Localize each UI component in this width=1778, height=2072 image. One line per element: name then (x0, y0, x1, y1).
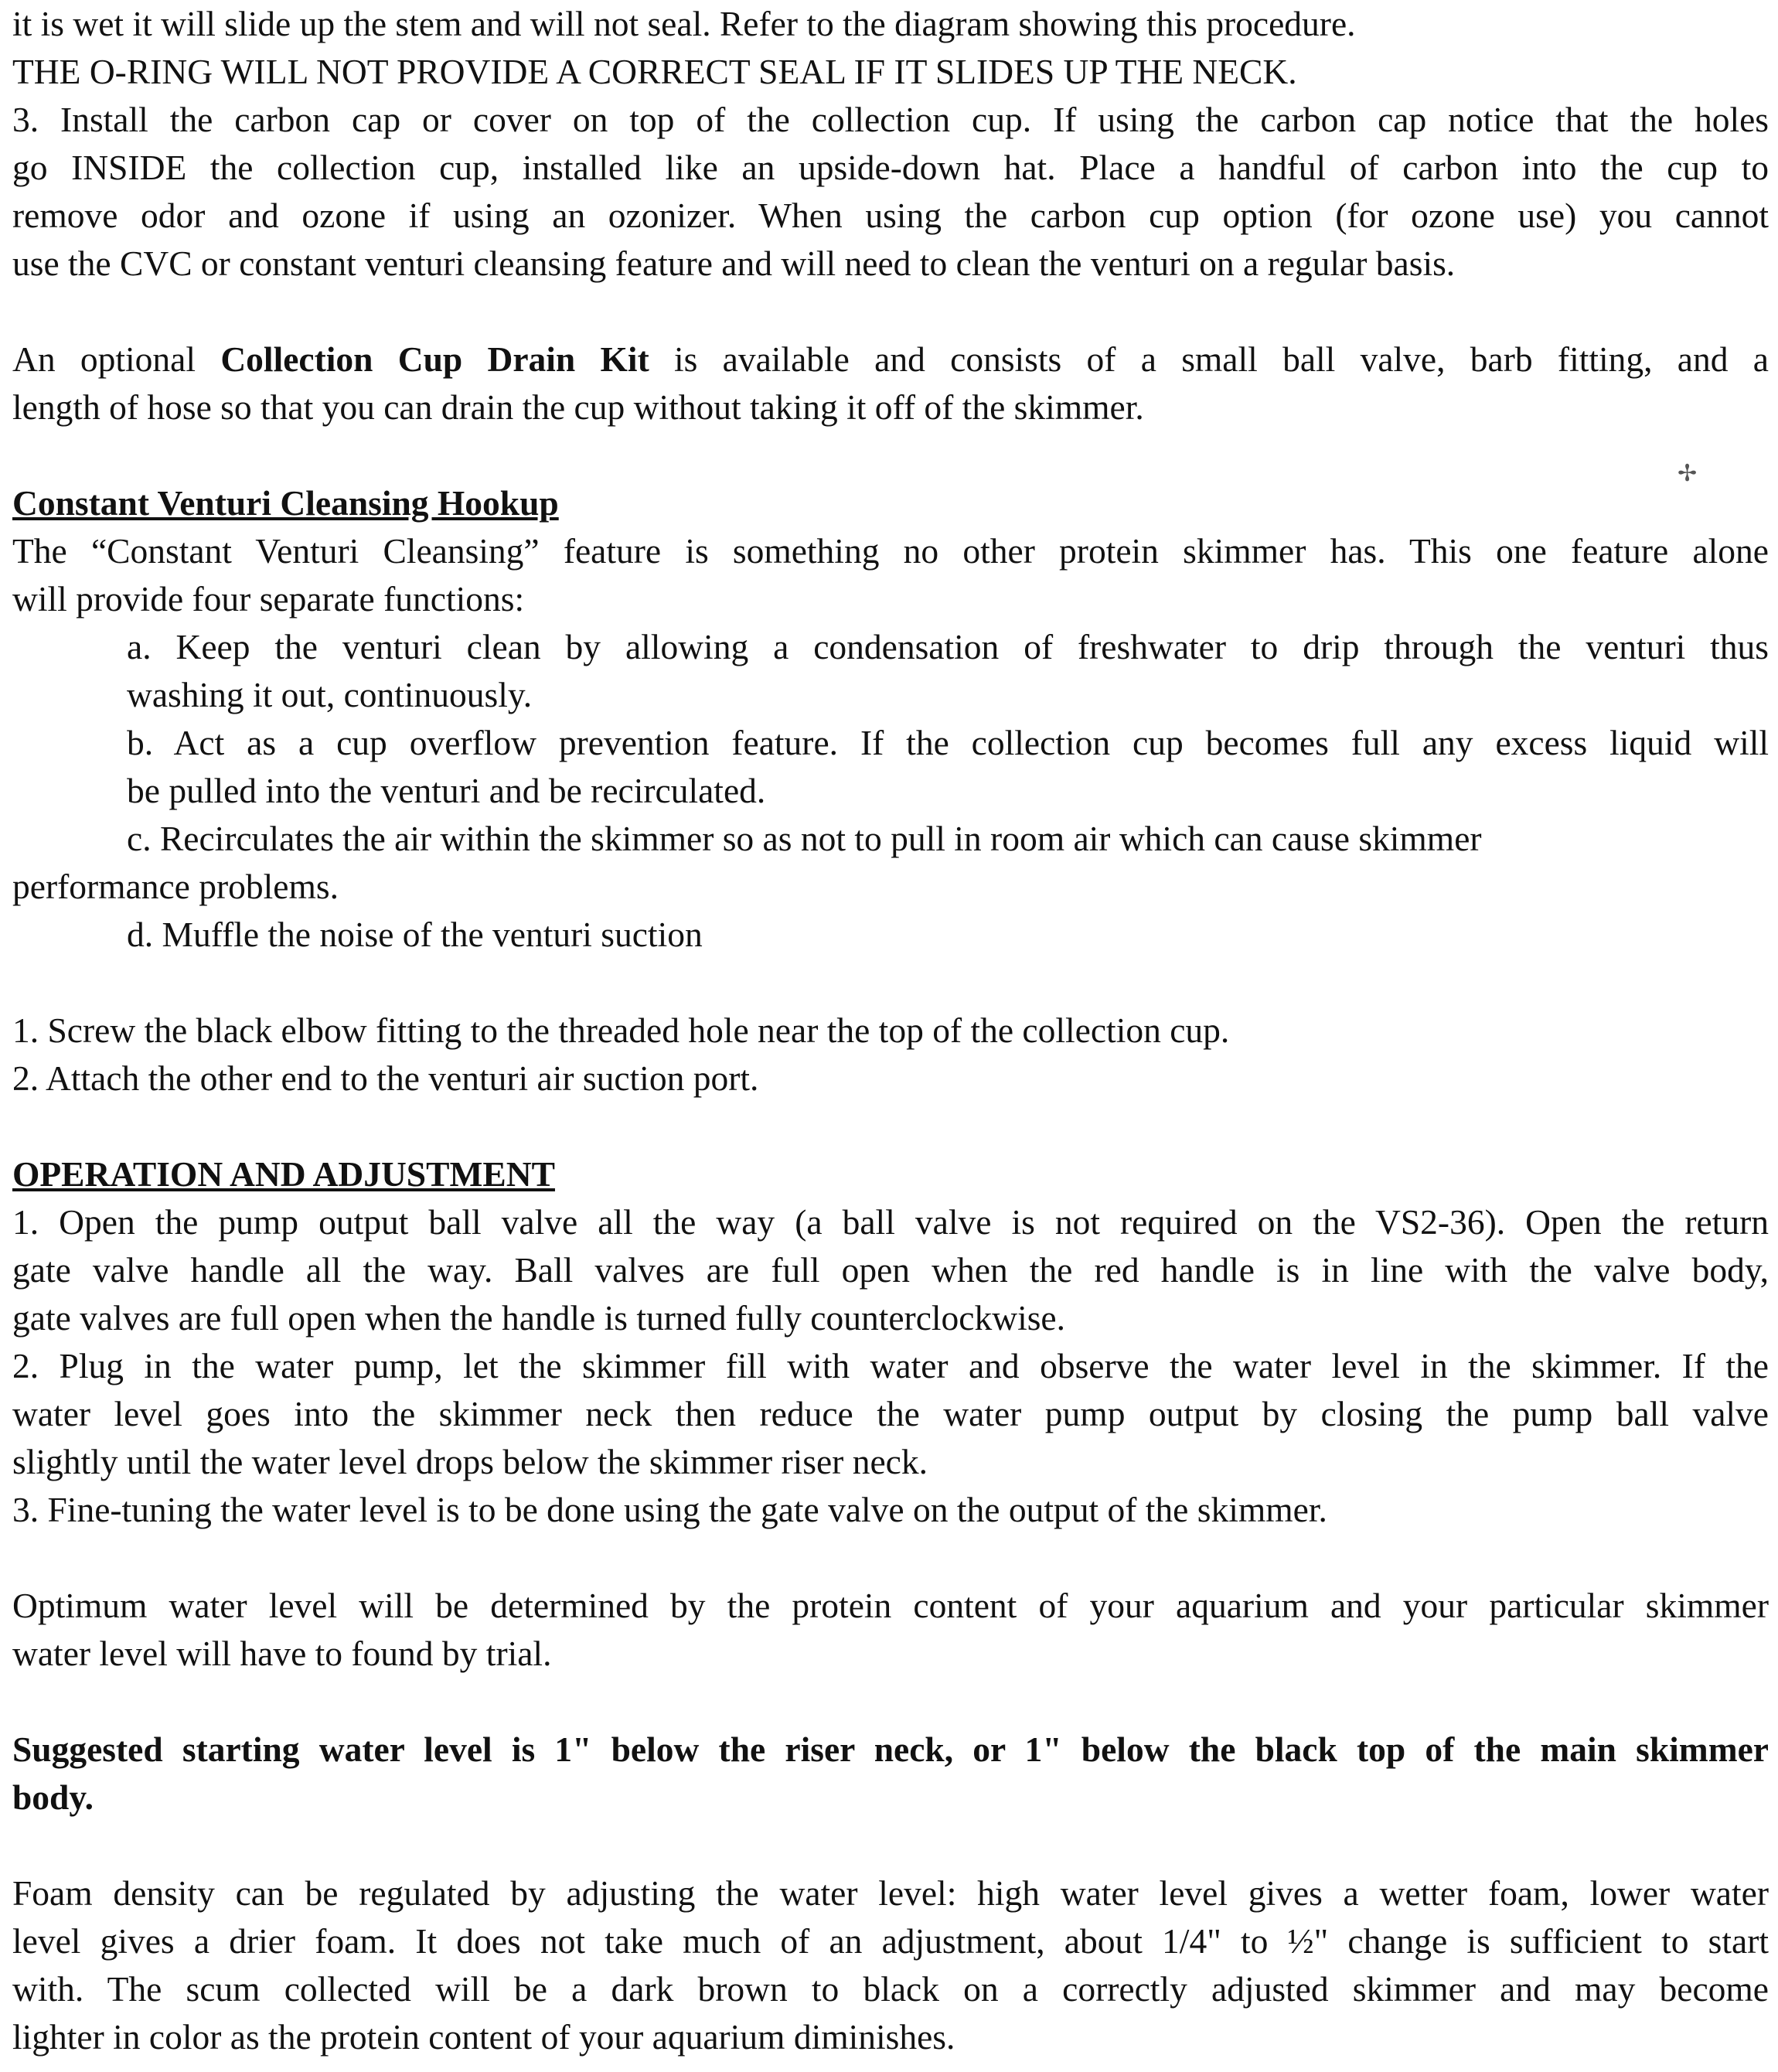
text-line: slightly until the water level drops below the skimmer riser neck. (12, 1442, 928, 1481)
drain-kit-section (12, 336, 1769, 431)
document-page (12, 0, 1769, 2061)
text-line: 1. Screw the black elbow fitting to the threaded hole near the top of the collection cup. (12, 1010, 1230, 1050)
text-line: with. The scum collected will be a dark brown to black on a correctly adjusted skimmer and may become (12, 1969, 1769, 2009)
text-line: 3. Fine-tuning the water level is to be done using the gate valve on the output of the skimmer. (12, 1490, 1327, 1529)
text-line: THE O-RING WILL NOT PROVIDE A CORRECT SEAL IF IT SLIDES UP THE NECK. (12, 52, 1297, 91)
text-line: 2. Plug in the water pump, let the skimmer fill with water and observe the water level in the skimmer. If the (12, 1346, 1769, 1385)
drain-kit-name: Collection Cup Drain Kit (220, 339, 649, 379)
text-line: 1. Open the pump output ball valve all the way (a ball valve is not required on the VS2-36). Open the return (12, 1202, 1769, 1242)
operation-section (12, 1150, 1769, 2061)
text-line: gate valve handle all the way. Ball valves are full open when the red handle is in line with the valve body, (12, 1250, 1769, 1290)
text-line: body. (12, 1777, 94, 1817)
list-item: d. Muffle the noise of the venturi suction (127, 915, 703, 954)
scan-speck: ✢ (1678, 461, 1698, 486)
text-line: Optimum water level will be determined by the protein content of your aquarium and your particular skimmer (12, 1586, 1769, 1625)
text-line: remove odor and ozone if using an ozonizer. When using the carbon cup option (for ozone use) you cannot (12, 196, 1769, 235)
text-line (12, 336, 1769, 383)
text-line: go INSIDE the collection cup, installed like an upside-down hat. Place a handful of carbon into the cup to (12, 148, 1769, 187)
text-line: The “Constant Venturi Cleansing” feature is something no other protein skimmer has. This one feature alone (12, 531, 1769, 571)
list-item: a. Keep the venturi clean by allowing a condensation of freshwater to drip through the venturi thus (127, 627, 1769, 666)
text-line: performance problems. (12, 867, 339, 906)
text-line: Suggested starting water level is 1" below the riser neck, or 1" below the black top of the main skimmer (12, 1730, 1769, 1769)
text-line: length of hose so that you can drain the cup without taking it off of the skimmer. (12, 387, 1144, 427)
text-line: level gives a drier foam. It does not take much of an adjustment, about 1/4" to ½" change is sufficient to start (12, 1921, 1769, 1961)
section-heading: Constant Venturi Cleansing Hookup (12, 483, 559, 523)
text-run: An optional (12, 339, 221, 379)
cvc-section (12, 479, 1769, 1102)
list-item: c. Recirculates the air within the skimmer so as not to pull in room air which can cause skimmer (127, 819, 1482, 858)
text-line: it is wet it will slide up the stem and will not seal. Refer to the diagram showing this procedure. (12, 4, 1356, 43)
text-line: lighter in color as the protein content of your aquarium diminishes. (12, 2017, 955, 2057)
text-line: water level goes into the skimmer neck then reduce the water pump output by closing the pump ball valve (12, 1394, 1769, 1433)
text-line: water level will have to found by trial. (12, 1634, 552, 1673)
text-line: gate valves are full open when the handle is turned fully counterclockwise. (12, 1298, 1066, 1338)
text-line: will provide four separate functions: (12, 579, 525, 619)
text-line: 3. Install the carbon cap or cover on top of the collection cup. If using the carbon cap notice that the holes (12, 100, 1769, 139)
intro-section (12, 0, 1769, 288)
text-run: is available and consists of a small ball valve, barb fitting, and a (649, 339, 1769, 379)
list-item: b. Act as a cup overflow prevention feature. If the collection cup becomes full any excess liquid will (127, 723, 1769, 762)
text-line: 2. Attach the other end to the venturi air suction port. (12, 1058, 759, 1098)
text-line: use the CVC or constant venturi cleansing feature and will need to clean the venturi on a regular basis. (12, 244, 1456, 283)
text-line: Foam density can be regulated by adjusting the water level: high water level gives a wetter foam, lower water (12, 1873, 1769, 1913)
list-item: washing it out, continuously. (127, 675, 533, 714)
list-item: be pulled into the venturi and be recirculated. (127, 771, 766, 810)
section-heading: OPERATION AND ADJUSTMENT (12, 1154, 555, 1194)
